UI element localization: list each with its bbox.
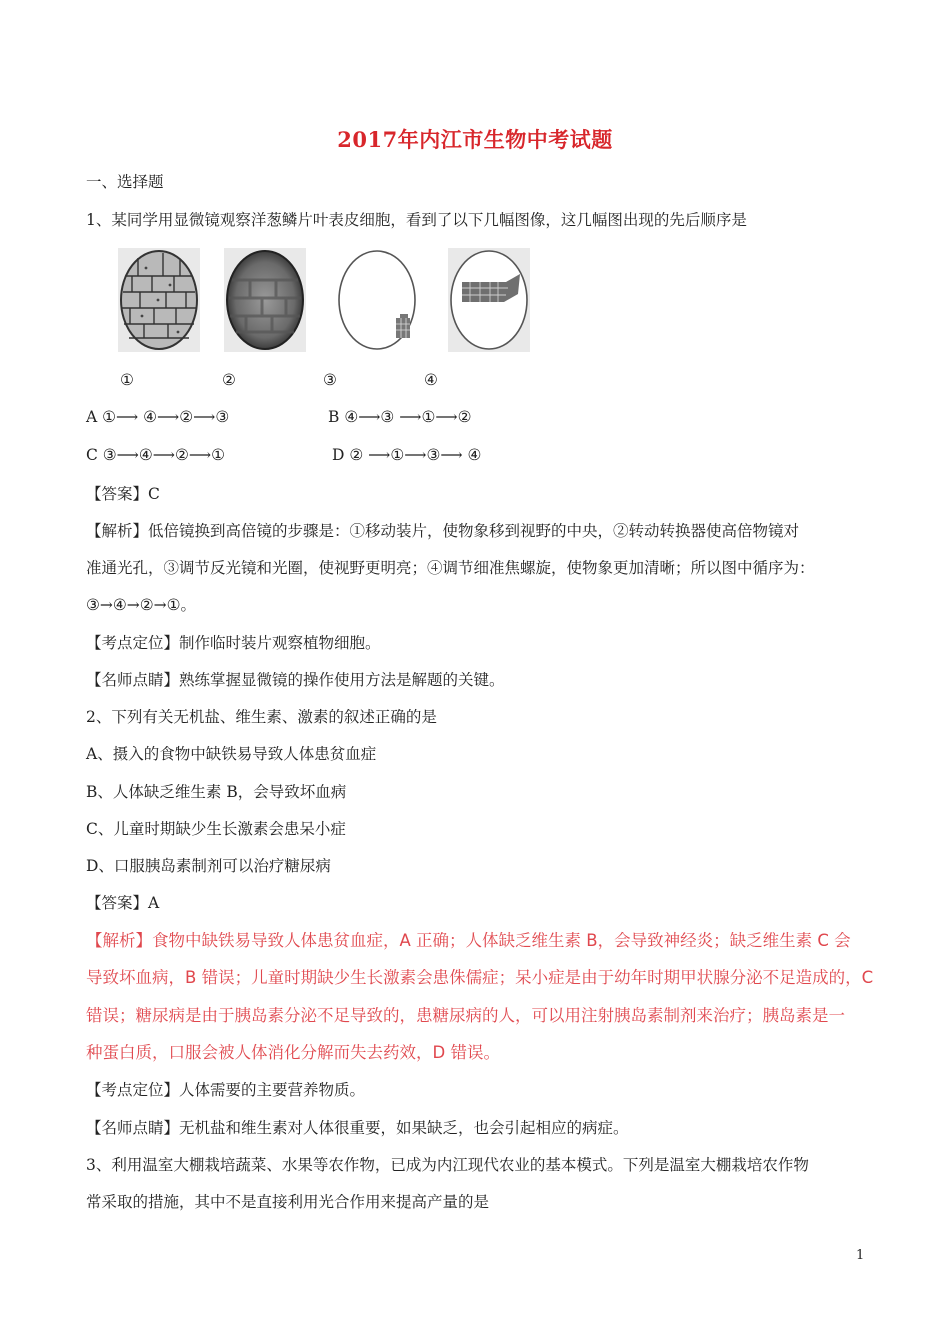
q2-option-a: A、摄入的食物中缺铁易导致人体患贫血症 (86, 745, 377, 763)
figure-label-3: ③ (323, 371, 337, 389)
section-heading: 一、选择题 (86, 173, 164, 191)
q1-option-c: C ③⟶④⟶②⟶① (86, 446, 226, 464)
q1-analysis-line-2: 准通光孔，③调节反光镜和光圈，使视野更明亮；④调节细准焦螺旋，使物象更加清晰；所以图中循序为： (86, 559, 815, 577)
q1-option-d: D ② ⟶①⟶③⟶ ④ (332, 446, 482, 464)
figure-label-1: ① (120, 371, 134, 389)
q1-analysis-line-1: 【解析】低倍镜换到高倍镜的步骤是：①移动装片，使物象移到视野的中央，②转动转换器使高倍物镜对 (86, 522, 800, 540)
page-number: 1 (856, 1248, 865, 1263)
q1-mingshi: 【名师点睛】熟练掌握显微镜的操作使用方法是解题的关键。 (86, 671, 505, 689)
microscope-figures (118, 248, 538, 353)
figure-label-2: ② (222, 371, 236, 389)
question-3-stem-line-1: 3、利用温室大棚栽培蔬菜、水果等农作物，已成为内江现代农业的基本模式。下列是温室大棚栽培农作物 (86, 1156, 809, 1174)
q2-option-b: B、人体缺乏维生素 B，会导致坏血病 (86, 783, 347, 801)
q2-analysis-line-4: 种蛋白质，口服会被人体消化分解而失去药效，D 错误。 (86, 1043, 500, 1062)
q2-option-d: D、口服胰岛素制剂可以治疗糖尿病 (86, 857, 331, 875)
q1-option-a: A ①⟶ ④⟶②⟶③ (86, 408, 230, 426)
q2-mingshi: 【名师点睛】无机盐和维生素对人体很重要，如果缺乏，也会引起相应的病症。 (86, 1119, 629, 1137)
question-2-stem: 2、下列有关无机盐、维生素、激素的叙述正确的是 (86, 708, 437, 726)
figure-1-clear-cells (118, 248, 200, 352)
figure-label-4: ④ (424, 371, 438, 389)
q1-option-b: B ④⟶③ ⟶①⟶② (328, 408, 472, 426)
figure-3-object-corner (336, 248, 418, 352)
q2-option-c: C、儿童时期缺少生长激素会患呆小症 (86, 820, 346, 838)
q2-analysis-line-1: 【解析】食物中缺铁易导致人体患贫血症，A 正确；人体缺乏维生素 B，会导致神经炎；缺乏维生素 C 会 (86, 931, 851, 950)
q1-answer: 【答案】C (86, 485, 160, 503)
page-title: 2017年内江市生物中考试题 (337, 127, 613, 152)
question-3-stem-line-2: 常采取的措施，其中不是直接利用光合作用来提高产量的是 (86, 1193, 490, 1211)
q2-analysis-line-2: 导致坏血病，B 错误；儿童时期缺少生长激素会患侏儒症；呆小症是由于幼年时期甲状腺分泌不足造成的，C (86, 968, 874, 987)
q2-analysis-line-3: 错误；糖尿病是由于胰岛素分泌不足导致的，患糖尿病的人，可以用注射胰岛素制剂来治疗；胰岛素是一 (86, 1006, 845, 1025)
q2-answer: 【答案】A (86, 894, 160, 912)
figure-2-blurry-cells (224, 248, 306, 352)
figure-4-object-upper-left (448, 248, 530, 352)
q1-analysis-line-3: ③→④→②→①。 (86, 596, 197, 614)
q1-kaodian: 【考点定位】制作临时装片观察植物细胞。 (86, 634, 381, 652)
question-1-stem: 1、某同学用显微镜观察洋葱鳞片叶表皮细胞，看到了以下几幅图像，这几幅图出现的先后顺序是 (86, 211, 747, 229)
q2-kaodian: 【考点定位】人体需要的主要营养物质。 (86, 1081, 366, 1099)
